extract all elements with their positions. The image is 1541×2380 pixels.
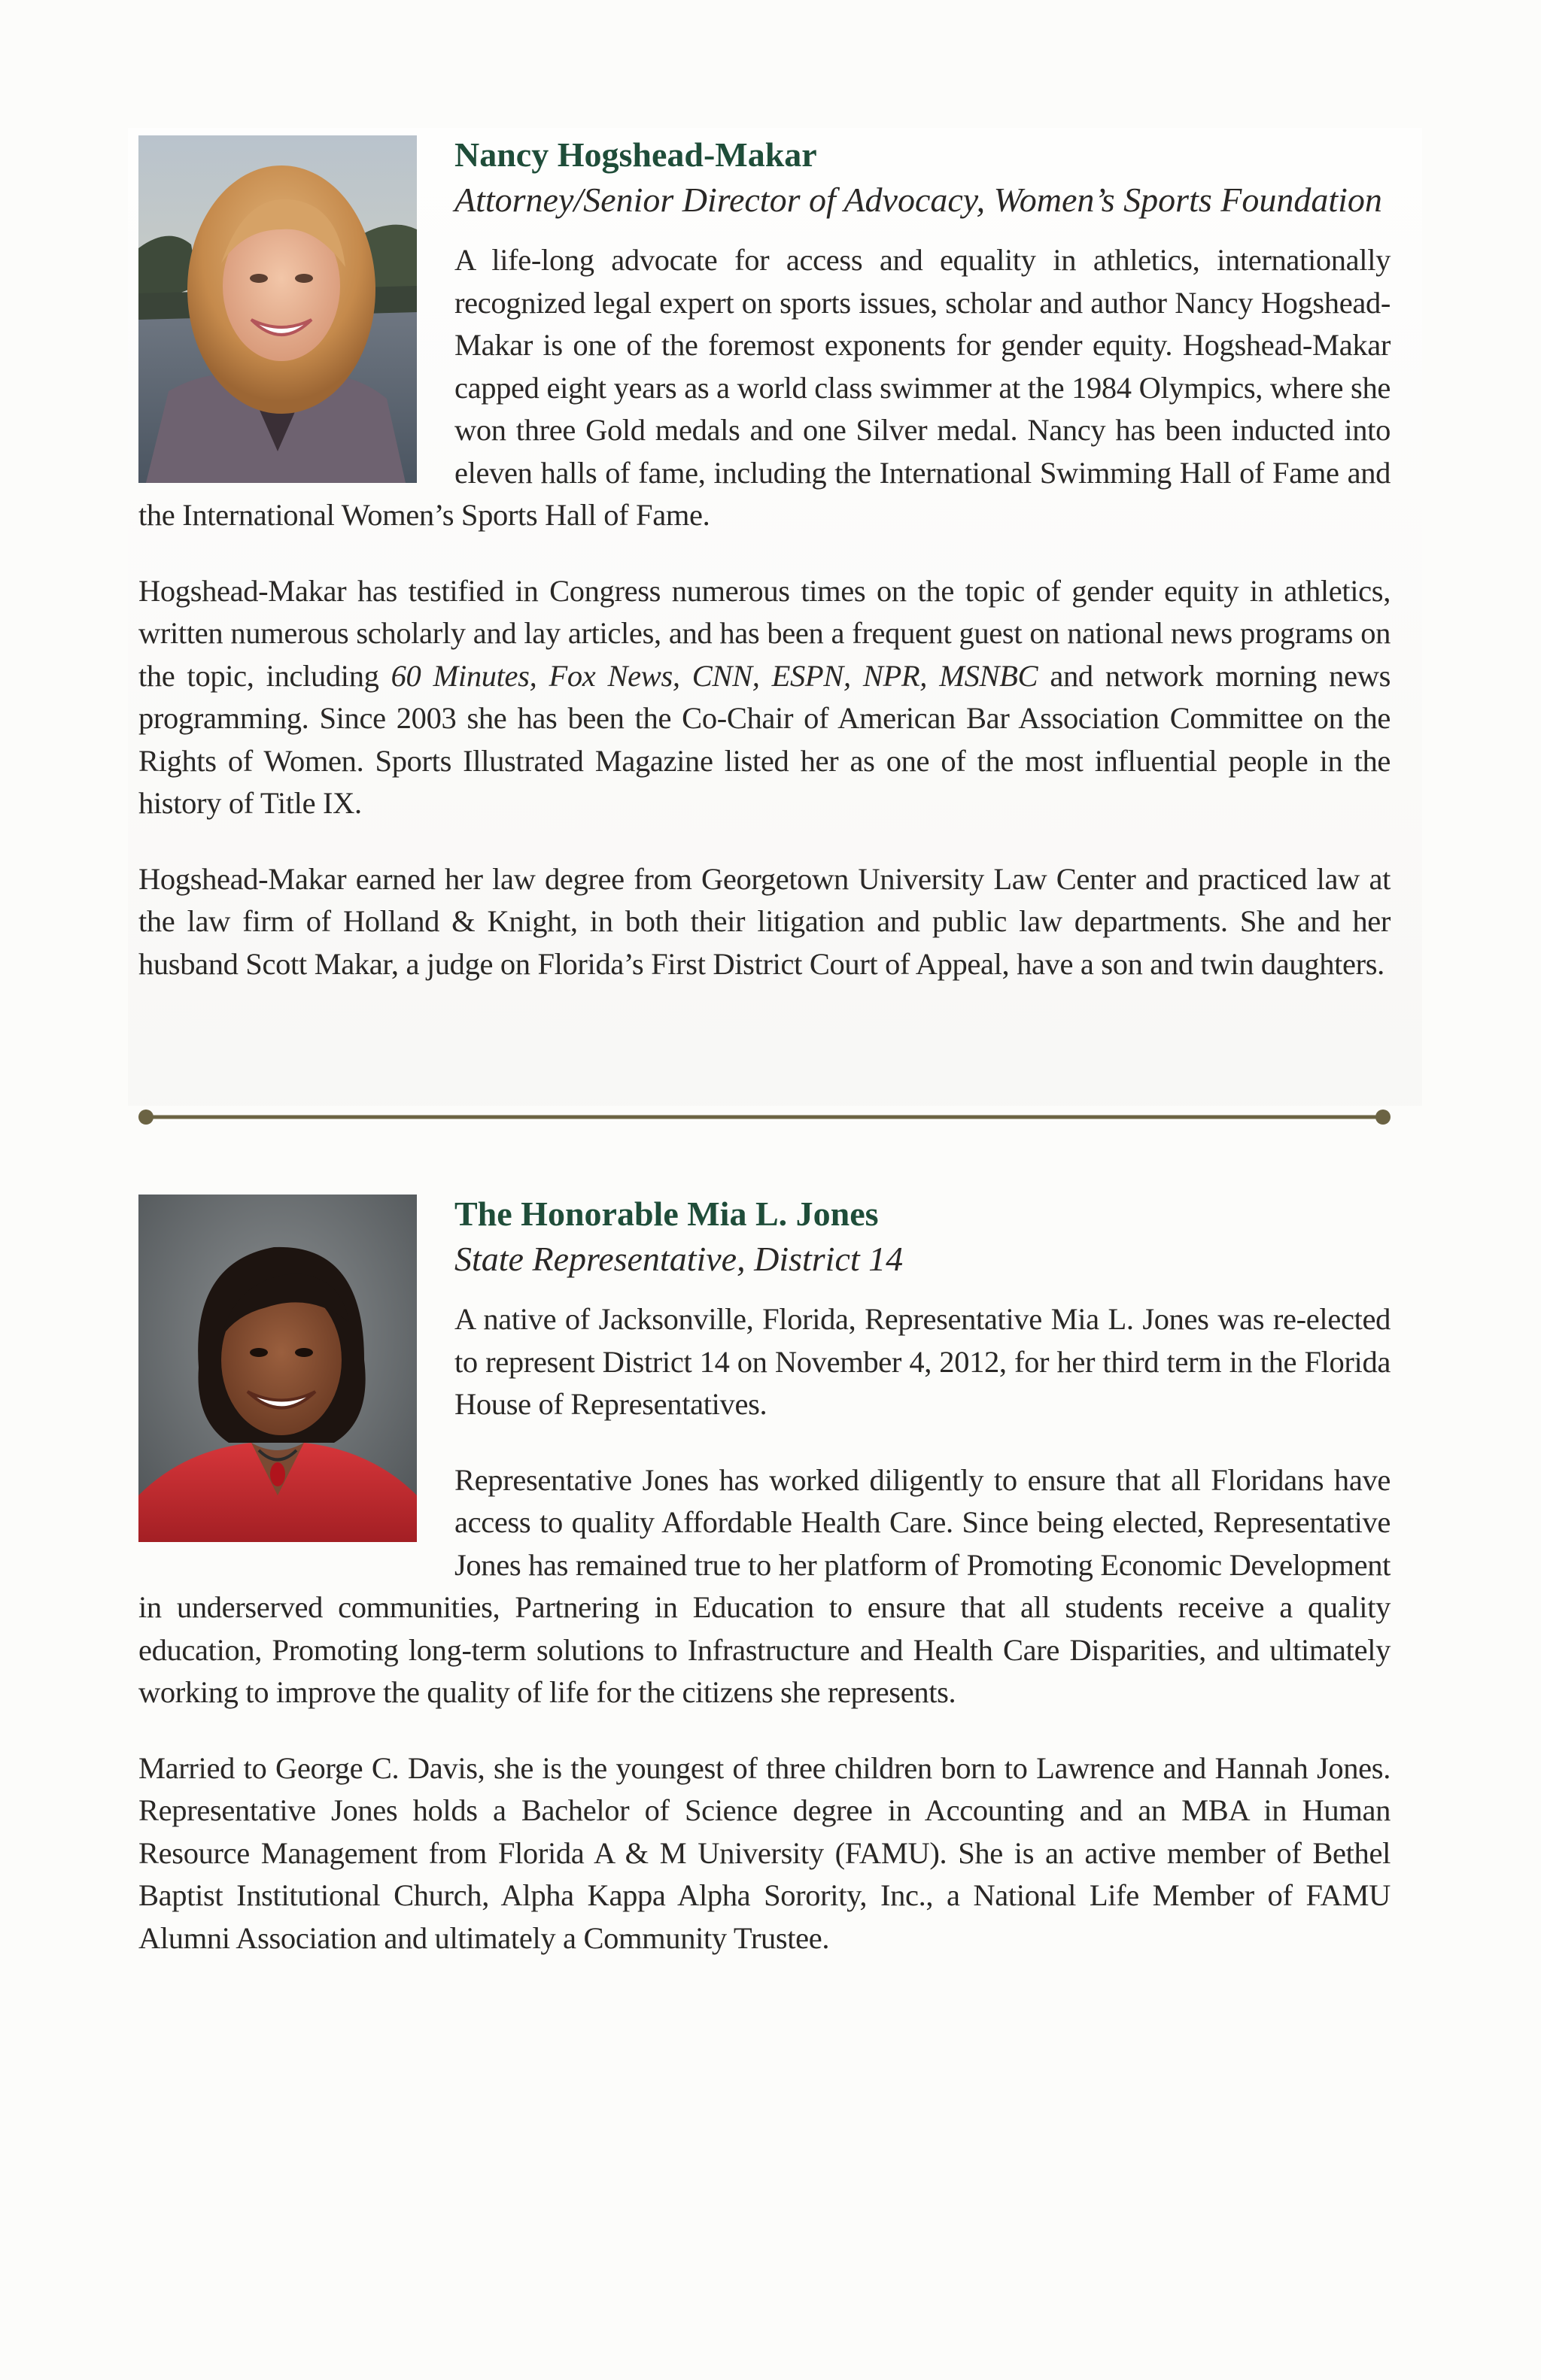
bio-paragraph-3: Hogshead-Makar earned her law degree from Georgetown University Law Center and practiced law at the law firm of Holland & Knight, in both their litigation and public law departments. She and her husband Scott Makar, a judge on Florida’s First District Court of Appeal, have a son and twin daughters.	[138, 861, 1391, 981]
bio-nancy-hogshead-makar	[138, 132, 1391, 1018]
bio-name: The Honorable Mia L. Jones	[454, 1195, 879, 1233]
bio-paragraph-2: Representative Jones has worked diligently to ensure that all Floridans have access to quality Affordable Health Care. Since being elected, Representative Jones has remained true to her platform of Promoting Economic Development in underserved communities, Partnering in Education to ensure that all students receive a quality education, Promoting long-term solutions to Infrastructure and Health Care Disparities, and ultimately working to improve the quality of life for the citizens she represents.	[138, 1462, 1391, 1709]
bio-paragraph-2-text-end: and network morning news programming. Since 2003 she has been the Co-Chair of American Bar Association Committee on the Rights of Women. Sports Illustrated Magazine listed her as one of the most influential people in the history of Title IX.	[138, 658, 1391, 820]
bio-title: Attorney/Senior Director of Advocacy, Women’s Sports Foundation	[454, 181, 1382, 219]
portrait-photo-nancy	[138, 135, 417, 483]
bio-paragraph-2-text-start: Hogshead-Makar has testified in Congress numerous times on the topic of gender equity in athletics, written numerous scholarly and lay articles, and has been a frequent guest on national news programs on the topic, including	[138, 573, 1391, 693]
portrait-photo-mia	[138, 1195, 417, 1542]
bio-title: State Representative, District 14	[454, 1240, 904, 1278]
bio-paragraph-1: A life-long advocate for access and equality in athletics, internationally recognized legal expert on sports issues, scholar and author Nancy Hogshead-Makar is one of the foremost exponents for gender equity. Hogshead-Makar capped eight years as a world class swimmer at the 1984 Olympics, where she won three Gold medals and one Silver medal. Nancy has been inducted into eleven halls of fame, including the International Swimming Hall of Fame and the International Women’s Sports Hall of Fame.	[138, 243, 1391, 532]
bio-paragraph-2-media-list: 60 Minutes, Fox News, CNN, ESPN, NPR, MSNBC	[391, 658, 1038, 693]
bio-paragraph-1: A native of Jacksonville, Florida, Representative Mia L. Jones was re-elected to represent District 14 on November 4, 2012, for her third term in the Florida House of Representatives.	[454, 1302, 1391, 1421]
bio-paragraph-3: Married to George C. Davis, she is the youngest of three children born to Lawrence and Hannah Jones. Representative Jones holds a Bachelor of Science degree in Accounting and an MBA in Human Resource Management from Florida A & M University (FAMU). She is an active member of Bethel Baptist Institutional Church, Alpha Kappa Alpha Sorority, Inc., a National Life Member of FAMU Alumni Association and ultimately a Community Trustee.	[138, 1750, 1391, 1955]
section-divider	[138, 1106, 1391, 1128]
bio-mia-l-jones	[138, 1192, 1391, 1993]
divider-end-dot-left	[138, 1110, 153, 1125]
divider-end-dot-right	[1375, 1110, 1391, 1125]
bio-paragraph-2	[138, 570, 1391, 825]
bio-name: Nancy Hogshead-Makar	[454, 135, 817, 174]
